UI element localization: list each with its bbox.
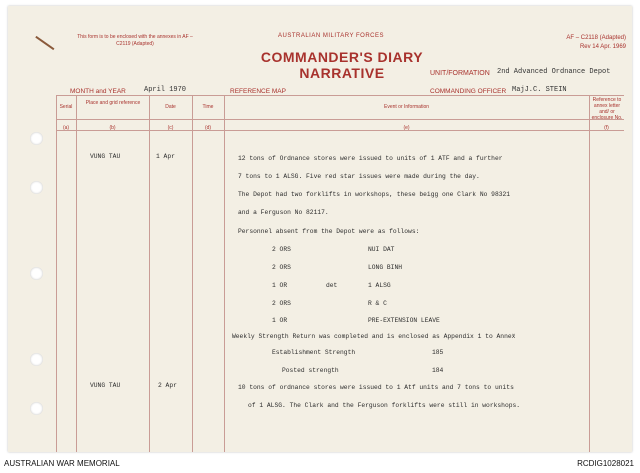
form-code-line: AF – C2118 (Adapted) bbox=[566, 35, 626, 41]
officer-label: COMMANDING OFFICER bbox=[430, 88, 507, 95]
officer-value: MajJ.C. STEIN bbox=[512, 86, 567, 94]
footer-source: AUSTRALIAN WAR MEMORIAL bbox=[4, 459, 120, 468]
event-line: 7 tons to 1 ALSG. Five red star issues were made during the day. bbox=[238, 173, 480, 180]
form-note: This form is to be enclosed with the annexes in AF – C2119 (Adapted) bbox=[77, 34, 193, 47]
punch-hole bbox=[30, 267, 43, 280]
column-header: Place and grid reference bbox=[85, 100, 141, 106]
column-rule bbox=[589, 95, 590, 452]
column-rule bbox=[56, 95, 57, 452]
column-rule bbox=[76, 95, 77, 452]
personnel-count: 1 OR bbox=[272, 317, 288, 324]
unit-value: 2nd Advanced Ordnance Depot bbox=[497, 68, 611, 76]
entry-place: VUNG TAU bbox=[90, 153, 121, 160]
table-rule bbox=[56, 95, 624, 96]
personnel-count: 2 ORS bbox=[272, 300, 291, 307]
punch-hole bbox=[30, 402, 43, 415]
month-value: April 1970 bbox=[144, 86, 187, 94]
form-code bbox=[546, 34, 626, 52]
punch-hole bbox=[30, 132, 43, 145]
column-letter: (e) bbox=[403, 125, 410, 131]
month-label: MONTH and YEAR bbox=[70, 88, 126, 95]
page-title: COMMANDER'S DIARY NARRATIVE bbox=[260, 49, 424, 81]
event-line: 10 tons of ordnance stores were issued to 1 Atf units and 7 tons to units bbox=[238, 384, 514, 391]
column-letter: (a) bbox=[62, 125, 70, 131]
event-line: Personnel absent from the Depot were as follows: bbox=[238, 228, 420, 235]
column-letter: (c) bbox=[167, 125, 174, 131]
personnel-location: NUI DAT bbox=[368, 246, 395, 253]
column-letter: (d) bbox=[204, 125, 212, 131]
form-revision: Rev 14 Apr. 1969 bbox=[579, 44, 626, 50]
diary-page bbox=[8, 6, 632, 452]
entry-place: VUNG TAU bbox=[90, 382, 121, 389]
column-header: Reference to annex letter and/ or enclosure No. bbox=[591, 97, 623, 121]
event-line: of 1 ALSG. The Clark and the Ferguson forklifts were still in workshops. bbox=[248, 402, 521, 409]
footer-record-id: RCDIG1028021 bbox=[577, 459, 634, 468]
strength-value: 185 bbox=[432, 349, 444, 356]
event-line: Weekly Strength Return was completed and is enclosed as Appendix 1 to Annex̆ bbox=[232, 333, 516, 340]
personnel-count: 2 ORS bbox=[272, 264, 291, 271]
column-rule bbox=[149, 95, 150, 452]
event-line: The Depot had two forklifts in workshops, these beigg one Clark No 98321 bbox=[238, 191, 511, 198]
personnel-location: R & C bbox=[368, 300, 387, 307]
column-rule bbox=[192, 95, 193, 452]
strength-value: 184 bbox=[432, 367, 444, 374]
personnel-location: LONG BINH bbox=[368, 264, 403, 271]
punch-hole bbox=[30, 353, 43, 366]
column-header: Event or Information bbox=[383, 104, 430, 110]
personnel-count: 2 ORS bbox=[272, 246, 291, 253]
strength-label: Establishment Strength bbox=[272, 349, 356, 356]
entry-date: 1 Apr bbox=[156, 153, 175, 160]
column-header: Date bbox=[165, 104, 176, 110]
punch-hole bbox=[30, 181, 43, 194]
personnel-location: 1 ALSG bbox=[368, 282, 391, 289]
table-rule bbox=[56, 119, 624, 120]
force-heading: AUSTRALIAN MILITARY FORCES bbox=[277, 33, 385, 39]
personnel-location: PRE-EXTENSION LEAVE bbox=[368, 317, 440, 324]
column-rule bbox=[224, 95, 225, 452]
entry-date: 2 Apr bbox=[158, 382, 177, 389]
strength-label: Posted strength bbox=[282, 367, 339, 374]
column-header: Time bbox=[202, 104, 214, 110]
column-letter: (f) bbox=[604, 125, 609, 131]
personnel-status: det bbox=[326, 282, 338, 289]
reference-map-label: REFERENCE MAP bbox=[230, 88, 286, 95]
pen-mark-icon bbox=[36, 36, 55, 50]
column-header: Serial bbox=[59, 104, 73, 110]
column-letter: (b) bbox=[109, 125, 116, 131]
event-line: 12 tons of Ordnance stores were issued to units of 1 ATF and a further bbox=[238, 155, 503, 162]
event-line: and a Ferguson No 82117. bbox=[238, 209, 329, 216]
personnel-count: 1 OR bbox=[272, 282, 288, 289]
unit-label: UNIT/FORMATION bbox=[430, 70, 490, 77]
